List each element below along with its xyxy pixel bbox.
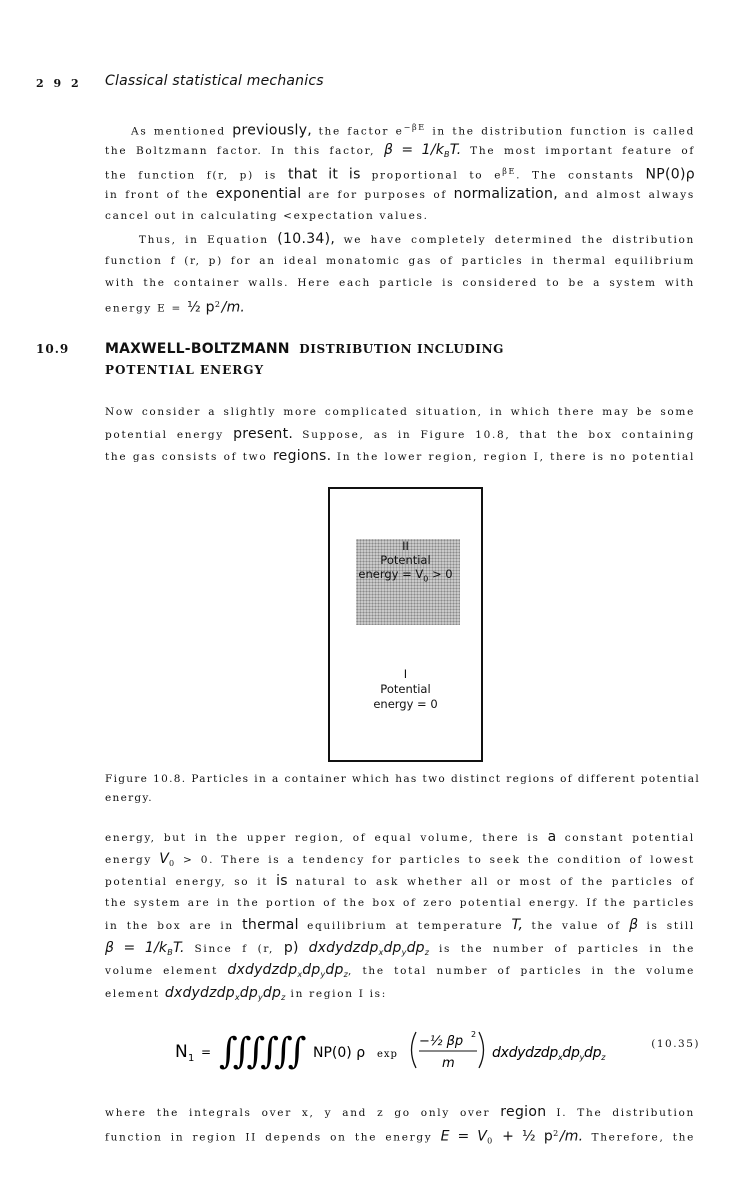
eq-numerator: −½ βp: [419, 1034, 464, 1049]
running-title: Classical statistical mechanics: [105, 73, 324, 89]
para5-line1: where the integrals over x, y and z go only over region I. The distribution: [105, 1104, 695, 1120]
region-i-label-line2: energy = 0: [373, 697, 438, 711]
page-number: 2 9 2: [36, 77, 82, 90]
eq-lhs: N: [175, 1042, 188, 1062]
eq-left-paren: [412, 1032, 417, 1068]
eq-lhs-sub: 1: [188, 1053, 195, 1064]
para4-line2: energy $V_0 > 0$. There is a tendency for particles to seek the condition of lowest: [105, 851, 695, 869]
para4-line5: in the box are in thermal equilibrium at temperature T, the value of β is still: [105, 917, 695, 933]
equation-number: (10.35): [651, 1038, 700, 1050]
eq-right-paren: [479, 1032, 484, 1068]
para1-line5: cancel out in calculating <expectation values.: [105, 210, 429, 222]
para3-line1: Now consider a slightly more complicated situation, in which there may be some: [105, 406, 695, 418]
eq-exp: exp: [377, 1049, 398, 1060]
para1-line1: As mentioned previously, the factor $e^{-\beta E}$ in the distribution function is called: [131, 122, 695, 139]
caption-line2: energy.: [105, 792, 153, 804]
para3-line2: potential energy present. Suppose, as in Figure 10.8, that the box containing: [105, 426, 695, 442]
para2-line3: with the container walls. Here each particle is considered to be a system with: [105, 277, 695, 289]
eq-np: NP(0) ρ: [313, 1045, 366, 1061]
para4-line6: $\beta = 1/k_BT$. Since f (r, p) $dxdydzdp_xdp_ydp_z$ is the number of particles in the: [105, 940, 695, 958]
figure-container-box: [328, 487, 483, 762]
caption-line1: Figure 10.8. Particles in a container which has two distinct regions of different potential: [105, 773, 700, 785]
eq-tail: $dxdydzdp_xdp_ydp_z$: [492, 1045, 606, 1062]
equation-10-35: [175, 1020, 700, 1080]
para2-line1: Thus, in Equation (10.34), we have completely determined the distribution: [138, 231, 695, 247]
eq-equals: =: [201, 1045, 212, 1059]
para1-line2: the Boltzmann factor. In this factor, $\beta = 1/k_BT$. The most important feature of: [105, 142, 695, 160]
eq-numerator-sup: 2: [471, 1030, 477, 1039]
para1-line4: in front of the exponential are for purposes of normalization, and almost always: [105, 186, 695, 202]
para2-line4: energy E = ½ $p^2/m$.: [105, 299, 246, 316]
para2-line2: function f (r, p) for an ideal monatomic gas of particles in thermal equilibrium: [105, 255, 695, 267]
eq-denominator: m: [442, 1056, 455, 1071]
region-i-label-line1: Potential: [380, 682, 431, 696]
para4-line3: potential energy, so it is natural to ask whether all or most of the particles of: [105, 873, 695, 889]
para4-line8: element $dxdydzdp_xdp_ydp_z$ in region I is:: [105, 985, 388, 1003]
para4-line7: volume element $dxdydzdp_xdp_ydp_z$, the total number of particles in the volume: [105, 962, 695, 980]
section-number: 10.9: [36, 342, 70, 356]
para5-line2: function in region II depends on the energy $E = V_0$ + ½ $p^2/m$. Therefore, the: [105, 1128, 695, 1146]
region-ii-label-line2: energy = $V_0 > 0$: [358, 567, 453, 584]
para3-line3: the gas consists of two regions. In the lower region, region I, there is no potential: [105, 448, 695, 464]
region-ii-roman: II: [402, 539, 409, 553]
section-title-line1: MAXWELL-BOLTZMANN DISTRIBUTION INCLUDING: [105, 341, 505, 357]
equation-graphic: [175, 1020, 700, 1080]
section-title-line2: POTENTIAL ENERGY: [105, 363, 265, 377]
region-ii-label-line1: Potential: [380, 553, 431, 567]
para4-line1: energy, but in the upper region, of equal volume, there is a constant potential: [105, 829, 695, 845]
para4-line4: the system are in the portion of the box of zero potential energy. If the particles: [105, 897, 695, 909]
region-i-roman: I: [403, 667, 408, 681]
para1-line3: the function f(r, p) is that it is proportional to $e^{\beta E}$. The constants NP(0)ρ: [105, 166, 695, 183]
figure-caption: [105, 770, 700, 808]
eq-integrals: ∫∫∫∫∫∫: [219, 1031, 302, 1072]
